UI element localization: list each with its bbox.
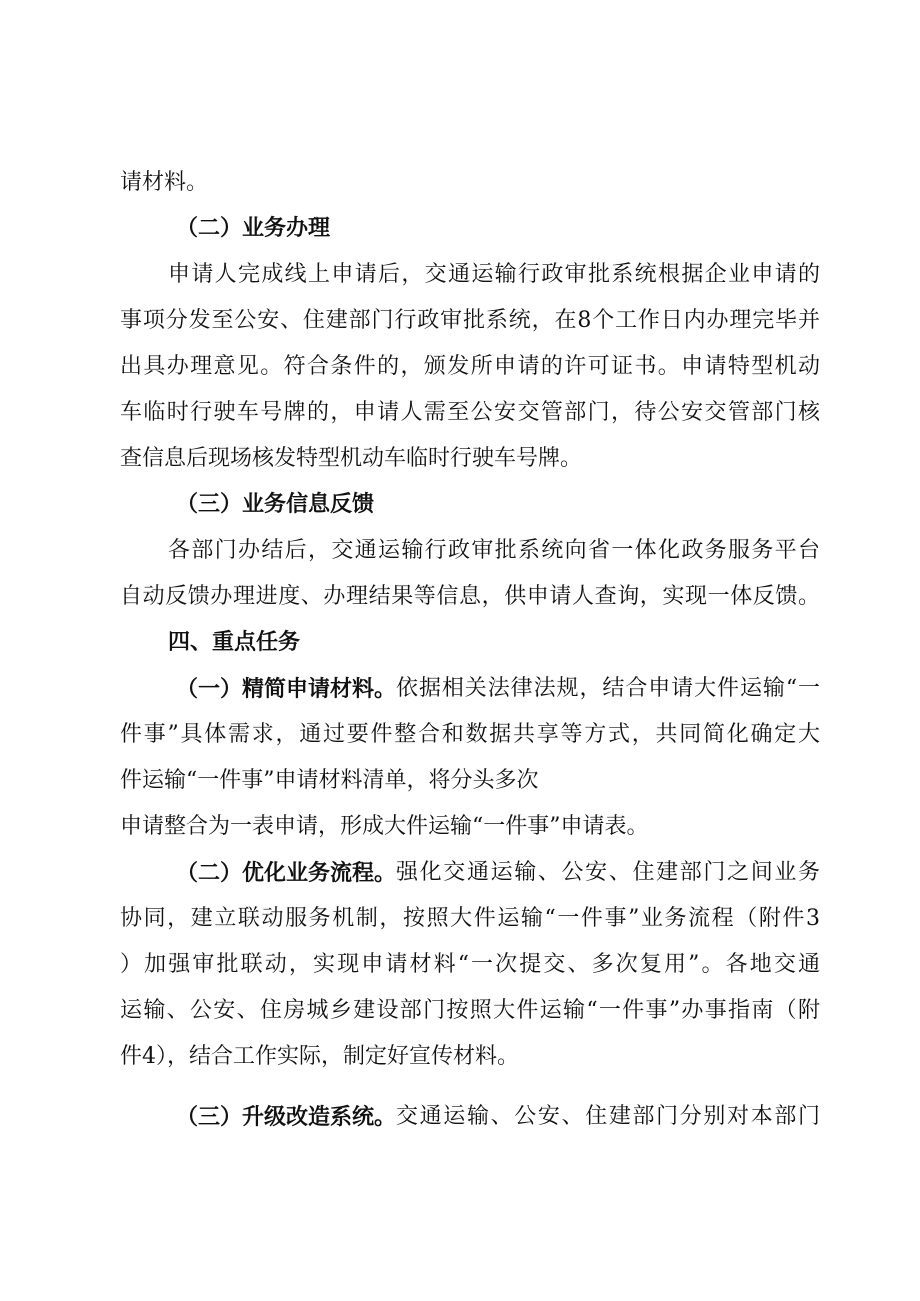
paragraph-line: 件运输“一件事”申请材料清单，将分头多次: [120, 768, 539, 793]
paragraph-line: 事项分发至公安、住建部门行政审批系统，在8个工作日内办理完毕并: [120, 308, 820, 333]
paragraph-line: 请材料。: [120, 170, 209, 195]
task-text: 依据相关法律法规，结合申请大件运输“一: [396, 676, 820, 701]
paragraph-line: 运输、公安、住房城乡建设部门按照大件运输“一件事”办事指南（附: [120, 998, 820, 1023]
paragraph-line: 出具办理意见。符合条件的，颁发所申请的许可证书。申请特型机动: [120, 354, 820, 379]
task-paragraph-line: [176, 1102, 820, 1132]
task-label: （一）精简申请材料。: [176, 676, 397, 702]
task-label: （三）升级改造系统。: [176, 1104, 397, 1130]
paragraph-line: 各部门办结后，交通运输行政审批系统向省一体化政务服务平台: [168, 538, 820, 563]
paragraph-line: 件事”具体需求，通过要件整合和数据共享等方式，共同简化确定大: [120, 722, 820, 747]
paragraph-line: 协同，建立联动服务机制，按照大件运输“一件事”业务流程（附件3: [120, 906, 820, 931]
paragraph-line: ）加强审批联动，实现申请材料“一次提交、多次复用”。各地交通: [120, 952, 820, 977]
paragraph-line: 自动反馈办理进度、办理结果等信息，供申请人查询，实现一体反馈。: [120, 584, 820, 609]
task-text: 强化交通运输、公安、住建部门之间业务: [396, 860, 820, 885]
task-label: （二）优化业务流程。: [176, 860, 397, 886]
section-heading: 四、重点任务: [168, 630, 301, 655]
task-text: 交通运输、公安、住建部门分别对本部门: [396, 1104, 820, 1129]
section-heading: （二）业务办理: [176, 216, 331, 241]
section-heading: （三）业务信息反馈: [176, 492, 375, 517]
paragraph-line: 申请整合为一表申请，形成大件运输“一件事”申请表。: [120, 814, 649, 839]
task-paragraph-line: [176, 858, 820, 888]
task-paragraph-line: [176, 674, 820, 704]
paragraph-line: 车临时行驶车号牌的，申请人需至公安交管部门，待公安交管部门核: [120, 400, 820, 425]
paragraph-line: 件4），结合工作实际，制定好宣传材料。: [120, 1044, 519, 1069]
paragraph-line: 申请人完成线上申请后，交通运输行政审批系统根据企业申请的: [168, 262, 820, 287]
paragraph-line: 查信息后现场核发特型机动车临时行驶车号牌。: [120, 446, 583, 471]
